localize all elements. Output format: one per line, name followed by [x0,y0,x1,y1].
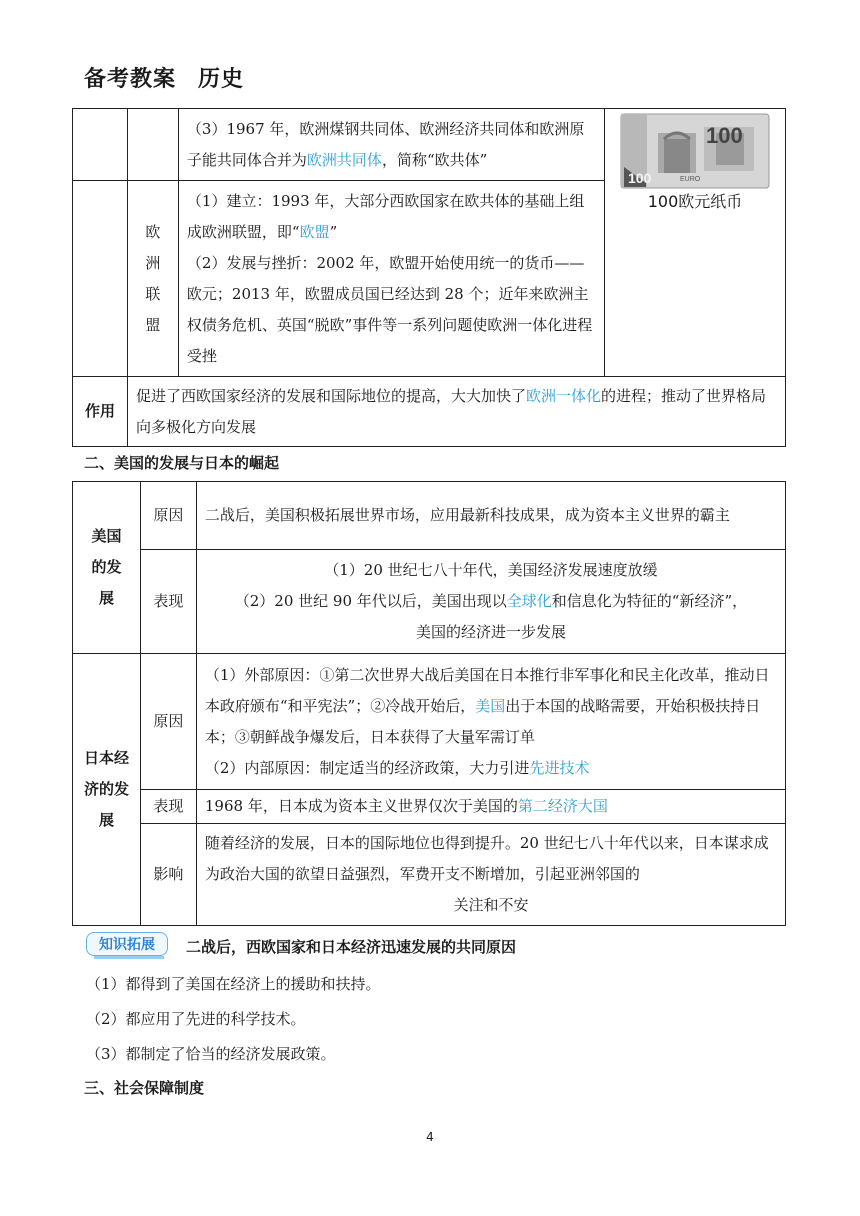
banknote-caption: 100欧元纸币 [647,192,743,211]
jp-impact-text: 随着经济的发展，日本的国际地位也得到提升。20 世纪七八十年代以来，日本谋求成为政治大国的欲望日益强烈，军费开支不断增加，引起亚洲邻国的 关注和不安 [196,824,785,926]
us-japan-table [72,481,786,926]
table-row [73,790,786,824]
header-title-part1: 备考教案 [84,67,177,92]
effect-text: 促进了西欧国家经济的发展和国际地位的提高，大大加快了欧洲一体化的进程；推动了世界格局向多极化方向发展 [127,377,785,447]
svg-text:100: 100 [706,123,743,148]
table-row [73,482,786,550]
eu-text: （1）建立：1993 年，大部分西欧国家在欧共体的基础上组成欧洲联盟，即“欧盟” （2）发展与挫折：2002 年，欧盟开始使用统一的货币——欧元；2013 年，欧盟成员国已经达到 28 个；近年来欧洲主权债务危机、英国“脱欧”事件等一系列问题使欧洲一体化进程受挫 [178,181,604,377]
table-row [73,824,786,926]
ec-merger-text: （3）1967 年，欧洲煤钢共同体、欧洲经济共同体和欧洲原子能共同体合并为欧洲共同体，简称“欧共体” [178,109,604,181]
jp-perf-label: 表现 [140,790,196,824]
table-row [73,377,786,447]
svg-text:100: 100 [628,170,652,186]
us-cause-label: 原因 [140,482,196,550]
jp-cause-label: 原因 [140,654,196,790]
europe-integration-table [72,108,786,447]
japan-label: 日本经济的发展 [73,654,141,926]
eu-label: 欧洲联盟 [127,181,178,377]
highlight-term: 第二经济大国 [517,797,608,815]
section-heading: 二、美国的发展与日本的崛起 [84,454,280,472]
jp-cause-text: （1）外部原因：①第二次世界大战后美国在日本推行非军事化和民主化改革，推动日本政府颁布“和平宪法”；②冷战开始后，美国出于本国的战略需要，开始积极扶持日本；③朝鲜战争爆发后，日本获得了大量军需订单 （2）内部原因：制定适当的经济政策，大力引进先进技术 [196,654,785,790]
table-cell-empty [73,109,128,181]
knowledge-item: （2）都应用了先进的科学技术。 [86,1010,306,1028]
highlight-term: 先进技术 [529,758,590,777]
effect-label: 作用 [73,377,128,447]
us-cause-text: 二战后，美国积极拓展世界市场，应用最新科技成果，成为资本主义世界的霸主 [196,482,785,550]
page-number: 4 [426,1130,434,1144]
jp-perf-text: 1968 年，日本成为资本主义世界仅次于美国的第二经济大国 [196,790,785,824]
table-row [73,109,786,181]
knowledge-title: 二战后，西欧国家和日本经济迅速发展的共同原因 [186,938,517,956]
knowledge-badge: 知识拓展 [86,932,168,958]
table-cell-empty [73,181,128,377]
section-heading: 三、社会保障制度 [84,1079,205,1097]
knowledge-item: （1）都得到了美国在经济上的援助和扶持。 [86,975,381,993]
header-title-part2: 历史 [198,67,245,92]
us-perf-text: （1）20 世纪七八十年代，美国经济发展速度放缓 （2）20 世纪 90 年代以后，美国出现以全球化和信息化为特征的“新经济”， 美国的经济进一步发展 [196,550,785,654]
jp-impact-label: 影响 [140,824,196,926]
table-row [73,654,786,790]
us-label: 美国的发展 [73,482,141,654]
highlight-term: 欧洲一体化 [525,386,601,405]
highlight-term: 全球化 [506,592,552,610]
highlight-term: 美国 [475,696,506,715]
banknote-figure [605,109,786,377]
page-header [84,62,244,93]
table-cell-empty [127,109,178,181]
euro-banknote-image [620,113,770,189]
svg-text:EURO: EURO [680,176,701,183]
highlight-term: 欧盟 [299,222,330,241]
highlight-term: 欧洲共同体 [306,150,382,169]
table-row [73,550,786,654]
knowledge-item: （3）都制定了恰当的经济发展政策。 [86,1045,336,1063]
us-perf-label: 表现 [140,550,196,654]
